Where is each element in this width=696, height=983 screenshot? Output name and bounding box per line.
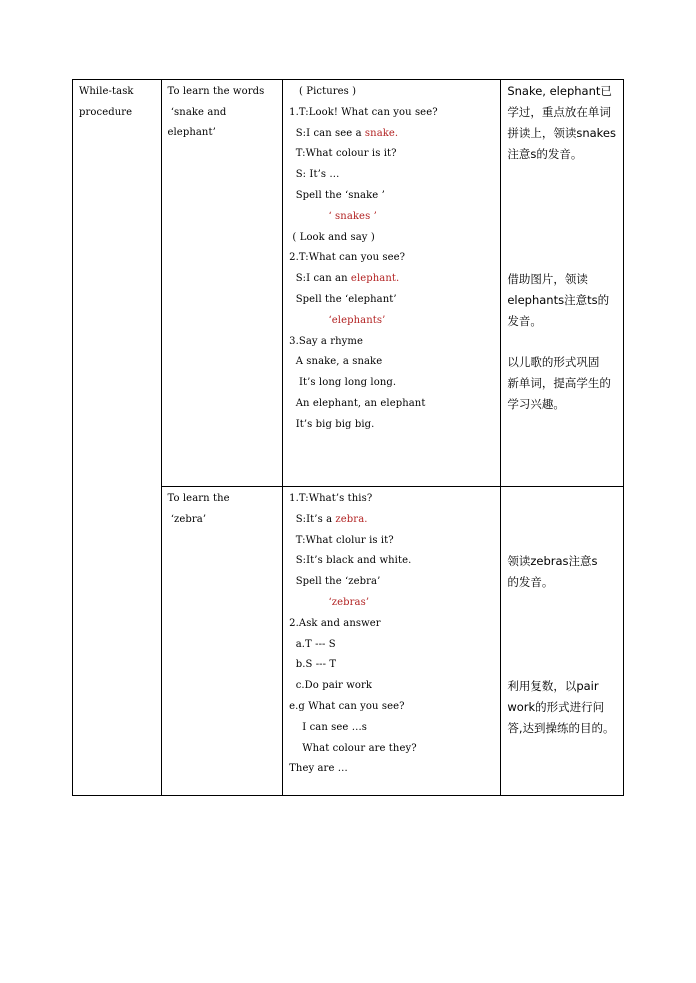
procedure-text: S:It’s a: [289, 513, 336, 525]
note-line: Snake, elephant已: [507, 84, 612, 98]
procedure-line: [289, 701, 404, 713]
procedure-text: Spell the ‘zebra’: [289, 576, 381, 588]
procedure-text: S:I can see a: [289, 127, 365, 139]
procedure-line: [289, 398, 425, 410]
procedure-text: a.T --- S: [289, 638, 336, 650]
note-line: 注意s的发音。: [507, 147, 583, 161]
procedure-text: 2.T:What can you see?: [289, 252, 406, 264]
highlighted-word: ‘zebras’: [328, 597, 370, 608]
procedure-steps: [283, 80, 500, 486]
note-line: elephants注意ts的: [507, 293, 610, 307]
procedure-cell: [283, 80, 501, 487]
procedure-text: c.Do pair work: [289, 680, 373, 692]
stage-label-line-2: procedure: [79, 107, 133, 118]
procedure-line: [289, 618, 381, 630]
procedure-line: [289, 107, 438, 119]
highlighted-word: zebra.: [335, 513, 368, 525]
note-line: 以儿歌的形式巩固: [507, 355, 600, 369]
highlighted-word: ‘ snakes ’: [328, 210, 377, 222]
procedure-line: [289, 294, 397, 306]
procedure-line: [289, 514, 367, 526]
procedure-line: [289, 232, 375, 244]
procedure-text: It’s long long long.: [289, 377, 397, 389]
procedure-text: [289, 211, 328, 222]
procedure-line: [289, 336, 363, 348]
procedure-line: [289, 722, 367, 734]
procedure-text: [289, 315, 328, 326]
procedure-line: [289, 211, 377, 223]
notes-cell: [501, 80, 624, 487]
procedure-text: e.g What can you see?: [289, 701, 405, 712]
procedure-line: [289, 190, 385, 202]
procedure-line: [289, 743, 417, 755]
procedure-cell: [283, 487, 501, 796]
note-line: 答,达到操练的目的。: [507, 721, 615, 735]
highlighted-word: ‘elephants’: [328, 314, 386, 326]
objective-line: ‘zebra’: [167, 514, 207, 525]
procedure-text: 3.Say a rhyme: [289, 335, 364, 347]
procedure-line: [289, 419, 374, 431]
procedure-text: 2.Ask and answer: [289, 617, 381, 629]
procedure-line: [289, 356, 382, 368]
procedure-line: [289, 273, 399, 285]
note-line: 学过，重点放在单词: [507, 105, 611, 119]
procedure-text: ( Look and say ): [289, 231, 375, 243]
stage-label-line-1: While-task: [79, 86, 134, 97]
table-row: [73, 80, 624, 487]
objective-line: elephant’: [167, 127, 216, 138]
procedure-line: [289, 597, 369, 609]
note-line: 拼读上，领读snakes: [507, 126, 616, 140]
procedure-line: [289, 535, 394, 547]
procedure-text: Spell the ‘elephant’: [289, 294, 397, 305]
stage-cell: [73, 80, 162, 796]
procedure-text: What colour are they?: [289, 742, 417, 754]
objective-cell: [162, 487, 283, 796]
note-line: 利用复数，以pair: [507, 679, 599, 693]
procedure-line: [289, 555, 411, 567]
note-line: 借助图片，领读: [507, 272, 588, 286]
note-line: 的发音。: [507, 575, 554, 589]
note-line: work的形式进行问: [507, 700, 605, 714]
procedure-text: I can see …s: [289, 721, 368, 733]
procedure-text: ( Pictures ): [289, 86, 357, 97]
procedure-line: [289, 148, 396, 160]
procedure-text: It’s big big big.: [289, 418, 375, 430]
procedure-text: 1.T:Look! What can you see?: [289, 106, 438, 118]
procedure-text: S: It’s …: [289, 169, 340, 181]
highlighted-word: snake.: [364, 127, 399, 139]
notes-cell: [501, 487, 624, 796]
procedure-line: [289, 252, 405, 264]
procedure-line: [289, 315, 385, 327]
objective-cell: [162, 80, 283, 487]
procedure-line: [289, 680, 372, 692]
procedure-line: [289, 377, 396, 389]
procedure-text: b.S --- T: [289, 659, 337, 671]
highlighted-word: elephant.: [350, 273, 400, 285]
procedure-line: [289, 86, 356, 98]
procedure-text: T:What colour is it?: [289, 148, 397, 160]
procedure-text: Spell the ‘snake ’: [289, 190, 385, 201]
lesson-plan-table: [72, 79, 624, 796]
procedure-steps: [283, 487, 500, 795]
procedure-line: [289, 659, 336, 671]
procedure-line: [289, 128, 398, 140]
procedure-text: S:I can an: [289, 273, 351, 285]
note-line: 新单词，提高学生的: [507, 376, 611, 390]
procedure-text: 1.T:What’s this?: [289, 493, 373, 504]
procedure-text: T:What clolur is it?: [289, 534, 394, 546]
procedure-line: [289, 576, 380, 588]
note-line: 领读zebras注意s: [507, 554, 598, 568]
procedure-line: [289, 763, 348, 775]
procedure-line: [289, 639, 336, 651]
procedure-text: An elephant, an elephant: [289, 398, 426, 409]
objective-line: To learn the: [167, 493, 230, 504]
objective-line: ‘snake and: [167, 107, 227, 118]
procedure-text: [289, 597, 328, 608]
procedure-text: They are …: [289, 763, 348, 775]
note-line: 发音。: [507, 314, 542, 328]
procedure-text: S:It’s black and white.: [289, 555, 412, 567]
note-line: 学习兴趣。: [507, 397, 565, 411]
procedure-text: A snake, a snake: [289, 356, 383, 368]
procedure-line: [289, 493, 372, 505]
procedure-line: [289, 169, 339, 181]
objective-line: To learn the words: [167, 86, 265, 97]
